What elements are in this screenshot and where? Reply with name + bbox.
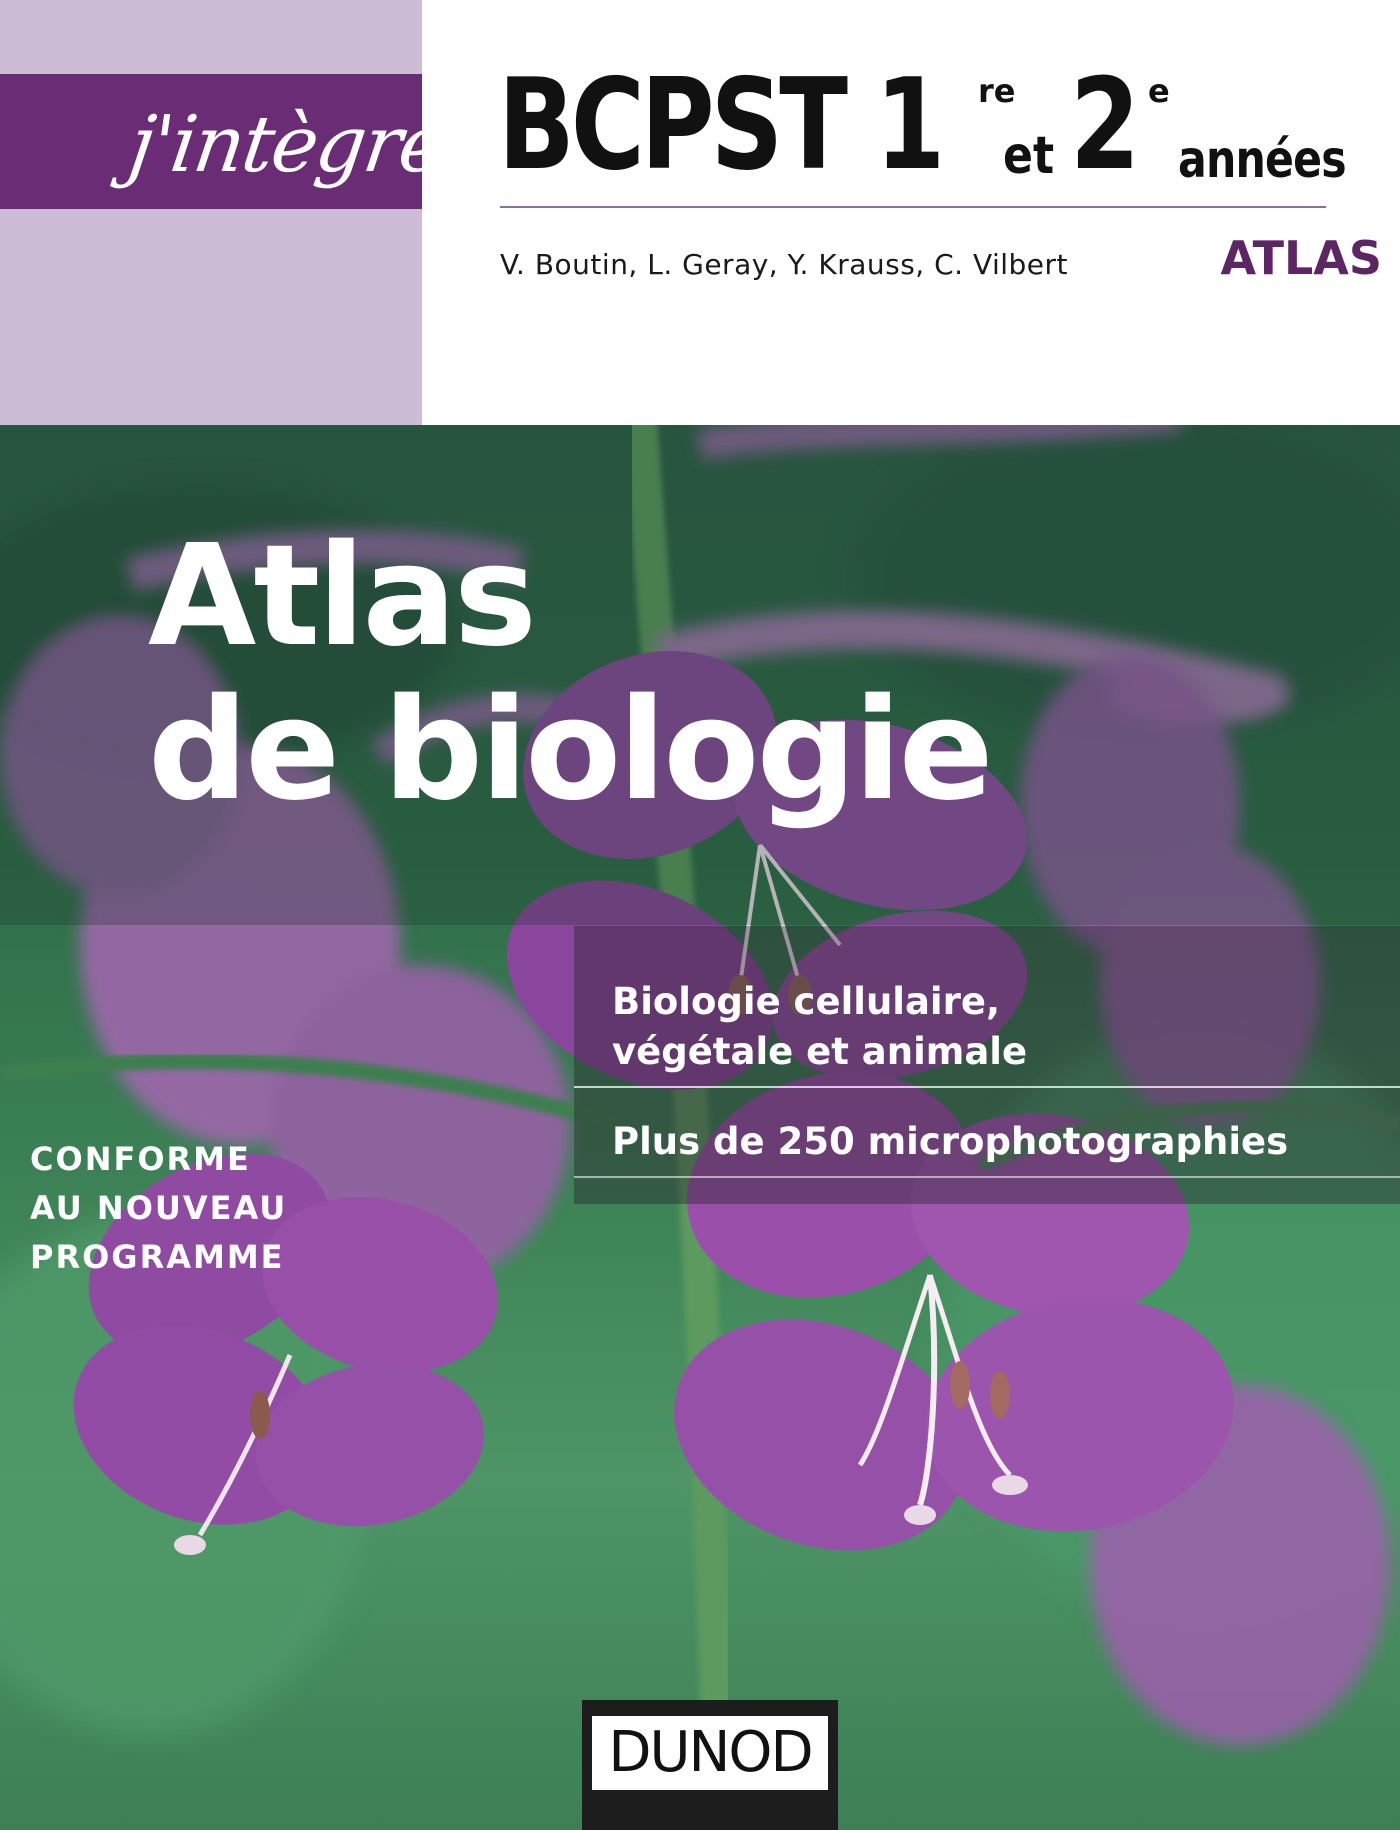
conform-line-3: PROGRAMME bbox=[30, 1238, 285, 1276]
conform-line-2: AU NOUVEAU bbox=[30, 1189, 288, 1227]
book-title-line-1: Atlas bbox=[148, 515, 535, 678]
title-superscript-2: e bbox=[1148, 72, 1170, 110]
subtitle-divider-bottom bbox=[574, 1176, 1400, 1178]
publisher-logo: DUNOD bbox=[592, 1716, 828, 1790]
title-et: et bbox=[1003, 126, 1055, 186]
conform-line-1: CONFORME bbox=[30, 1140, 251, 1178]
book-title-line-2: de biologie bbox=[148, 669, 991, 832]
title-years: années bbox=[1178, 130, 1346, 190]
subtitle-divider bbox=[574, 1086, 1400, 1088]
series-column bbox=[0, 0, 422, 425]
subtitle-line-2: végétale et animale bbox=[612, 1030, 1028, 1073]
title-bcpst: BCPST 1 bbox=[498, 51, 942, 198]
series-label: ATLAS bbox=[1220, 231, 1382, 285]
subtitle-line-3: Plus de 250 microphotographies bbox=[612, 1120, 1289, 1163]
title-superscript-1: re bbox=[978, 72, 1016, 110]
book-level-title bbox=[498, 51, 1358, 198]
book-title bbox=[148, 515, 991, 832]
series-logo: j'intègre bbox=[123, 100, 451, 190]
authors: V. Boutin, L. Geray, Y. Krauss, C. Vilbert bbox=[500, 248, 1069, 281]
subtitle-line-1: Biologie cellulaire, bbox=[612, 980, 1001, 1023]
header-rule bbox=[500, 206, 1326, 208]
title-two: 2 bbox=[1070, 51, 1141, 198]
program-conformity-note bbox=[30, 1135, 287, 1282]
cover-header bbox=[0, 0, 1400, 425]
